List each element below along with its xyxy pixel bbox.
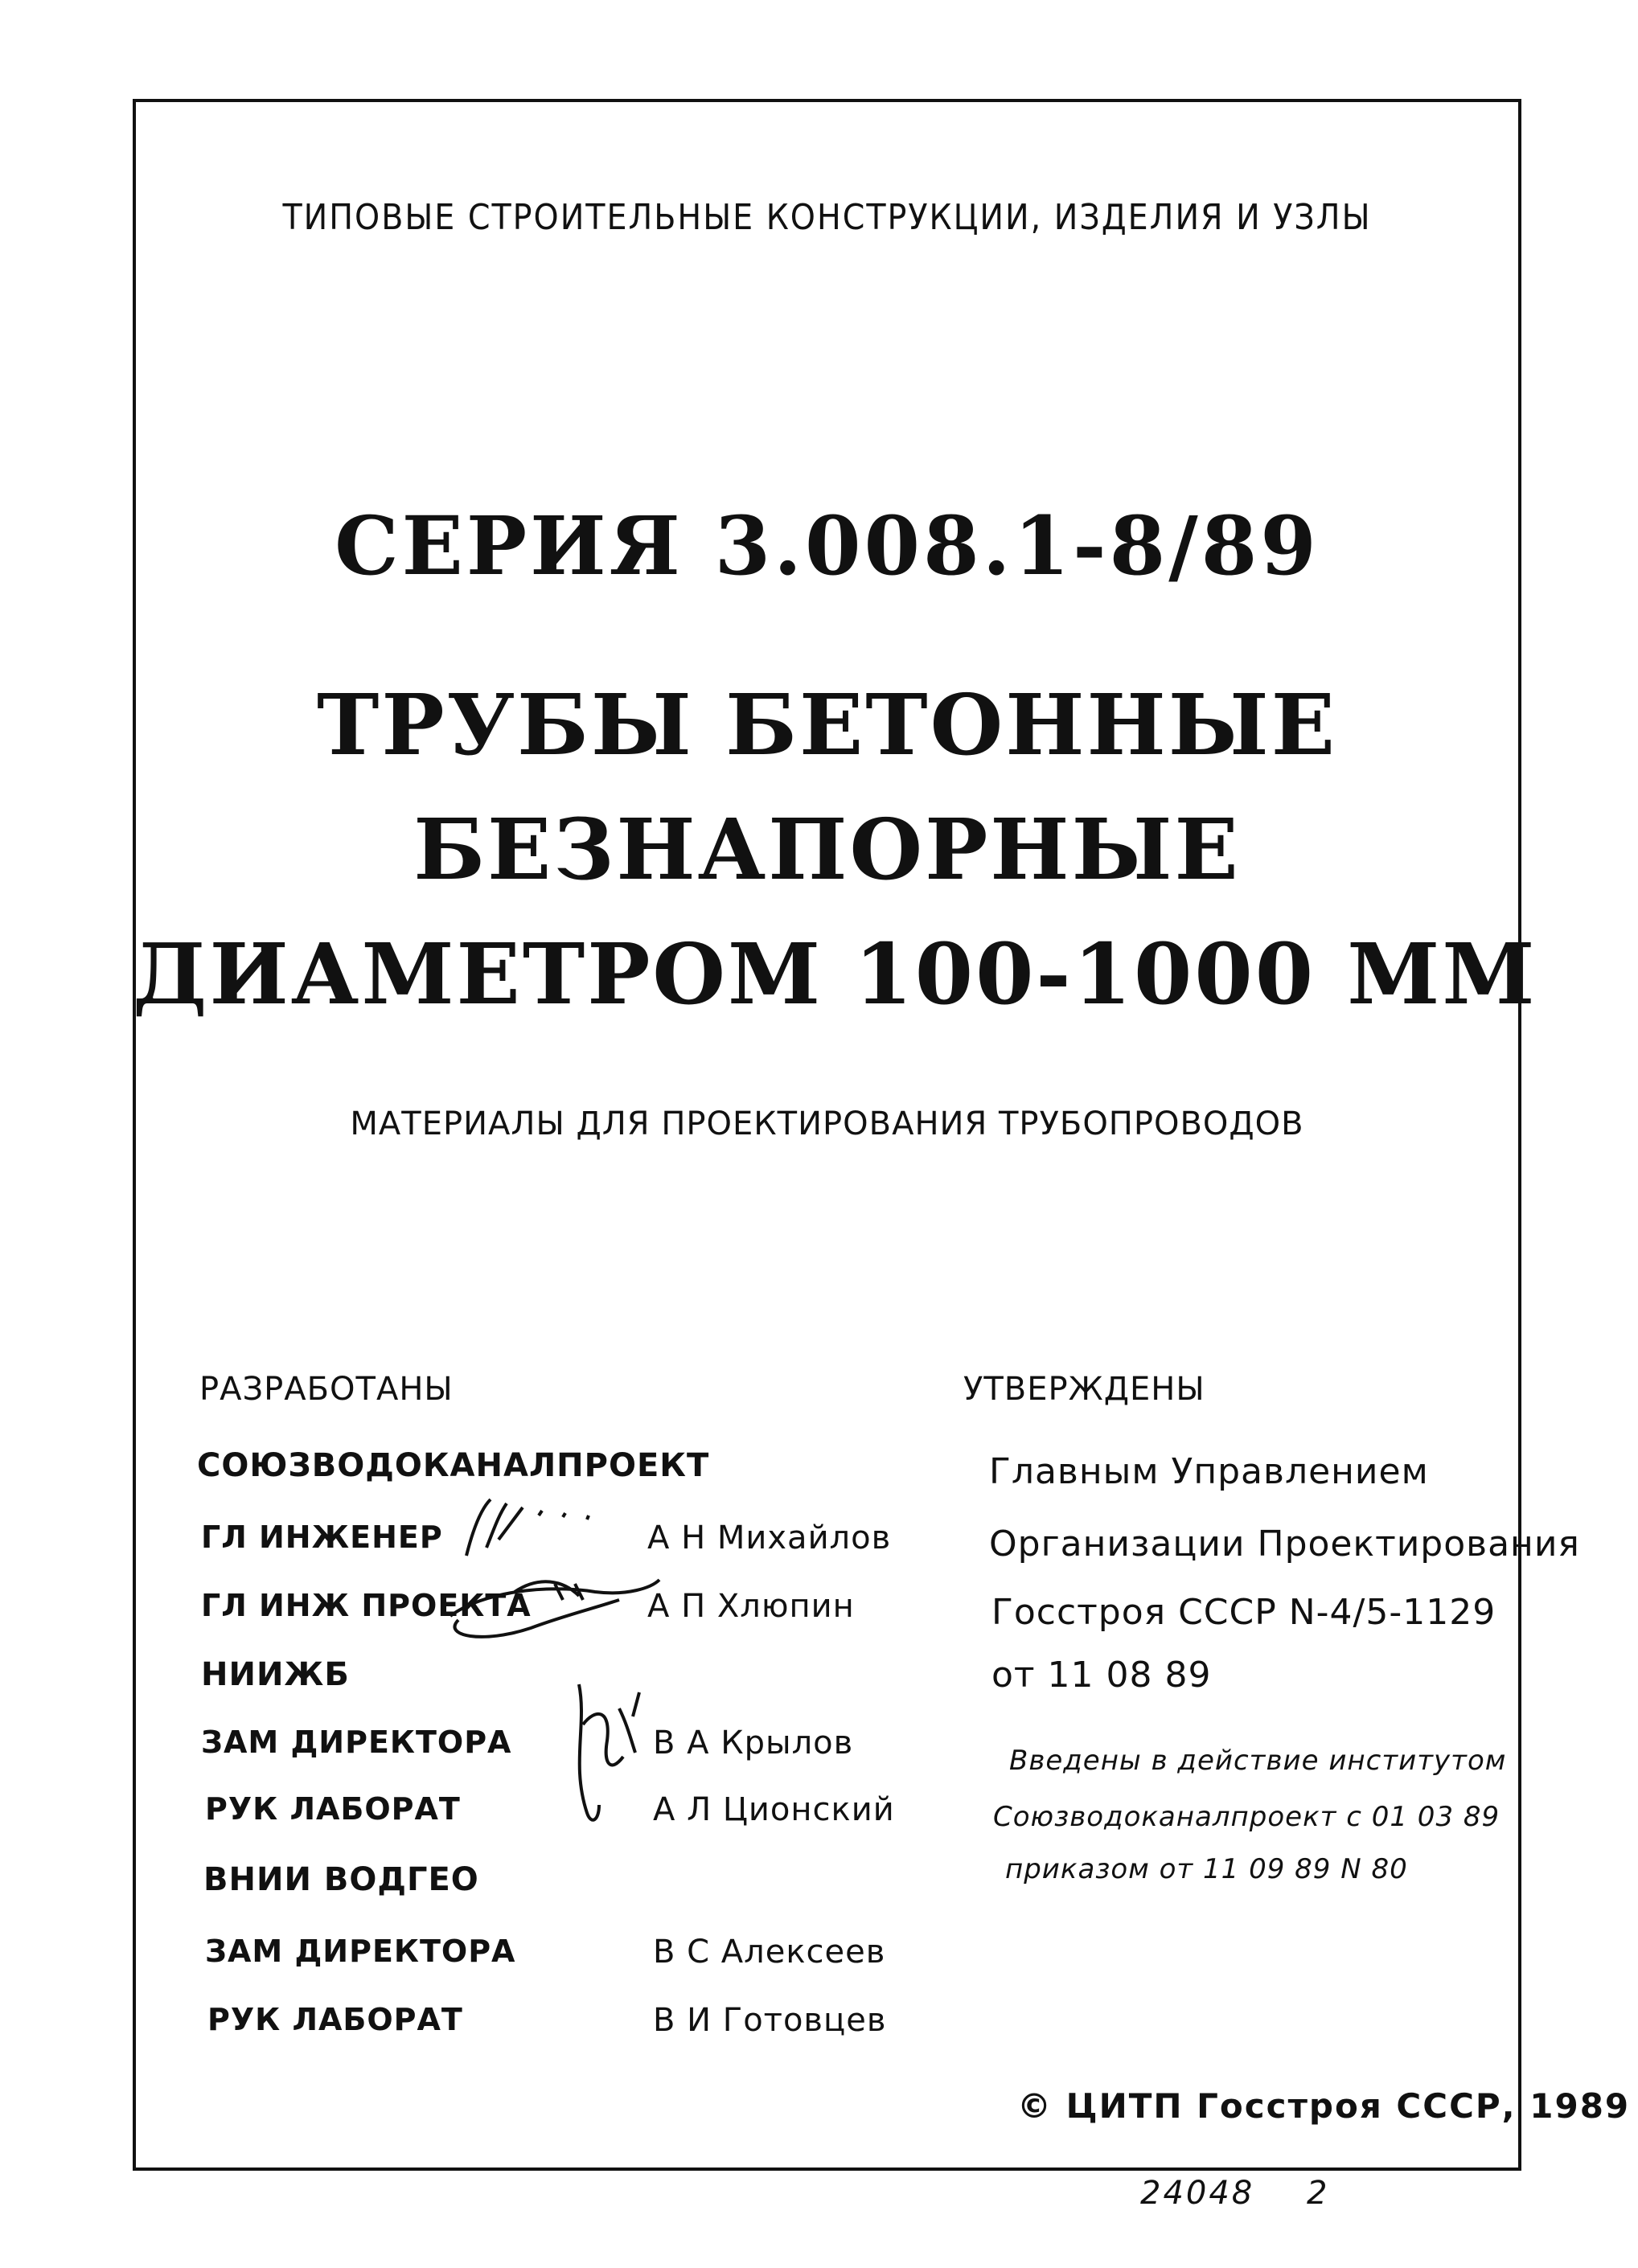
developer-org-3: ВНИИ ВОДГЕО [203,1861,479,1898]
developer-role: ЗАМ ДИРЕКТОРА [205,1934,516,1969]
developed-heading: РАЗРАБОТАНЫ [199,1371,454,1408]
developer-name: А П Хлюпин [647,1588,855,1625]
enactment-note-line: Введены в действие институтом [1009,1745,1507,1777]
developer-name: А Н Михайлов [647,1520,892,1556]
signature-chief-engineer [450,1491,611,1564]
approval-line: Госстроя СССР N-4/5-1129 [991,1592,1496,1633]
series-number: СЕРИЯ 3.008.1-8/89 [335,498,1320,593]
developer-name: В И Готовцев [653,2002,887,2039]
developer-role: РУК ЛАБОРАТ [207,2002,463,2037]
developer-role: ГЛ ИНЖЕНЕР [201,1520,443,1555]
developer-name: В А Крылов [653,1725,854,1761]
approval-line: Главным Управлением [989,1451,1429,1492]
title-line-3: ДИАМЕТРОМ 100-1000 ММ [133,925,1537,1023]
developer-role: РУК ЛАБОРАТ [205,1791,461,1827]
developer-role: ЗАМ ДИРЕКТОРА [201,1725,512,1760]
approved-heading: УТВЕРЖДЕНЫ [963,1371,1205,1408]
signature-deputy-director [563,1676,659,1829]
developer-name: А Л Ционский [653,1791,895,1828]
enactment-note-line: Союзводоканалпроект с 01 03 89 [993,1801,1500,1833]
document-subtitle: МАТЕРИАЛЫ ДЛЯ ПРОЕКТИРОВАНИЯ ТРУБОПРОВОДОВ [350,1105,1304,1142]
developer-name: В С Алексеев [653,1934,886,1971]
copyright-notice: © ЦИТП Госстроя СССР, 1989 [1017,2086,1631,2126]
signature-chief-project-engineer [434,1560,667,1656]
developer-org-1: СОЮЗВОДОКАНАЛПРОЕКТ [197,1447,710,1484]
series-category-header: ТИПОВЫЕ СТРОИТЕЛЬНЫЕ КОНСТРУКЦИИ, ИЗДЕЛИЯ И УЗЛЫ [282,197,1372,238]
title-line-1: ТРУБЫ БЕТОННЫЕ [317,675,1337,774]
approval-line: Организации Проектирования [989,1524,1580,1565]
enactment-note-line: приказом от 11 09 89 N 80 [1005,1853,1408,1885]
developer-role: ГЛ ИНЖ ПРОЕКТА [201,1588,532,1623]
approval-line: от 11 08 89 [991,1655,1212,1696]
developer-org-2: НИИЖБ [201,1656,350,1693]
title-line-2: БЕЗНАПОРНЫЕ [413,800,1241,899]
sheet-number: 24048 [1140,2175,1255,2212]
page-number: 2 [1307,2175,1330,2212]
